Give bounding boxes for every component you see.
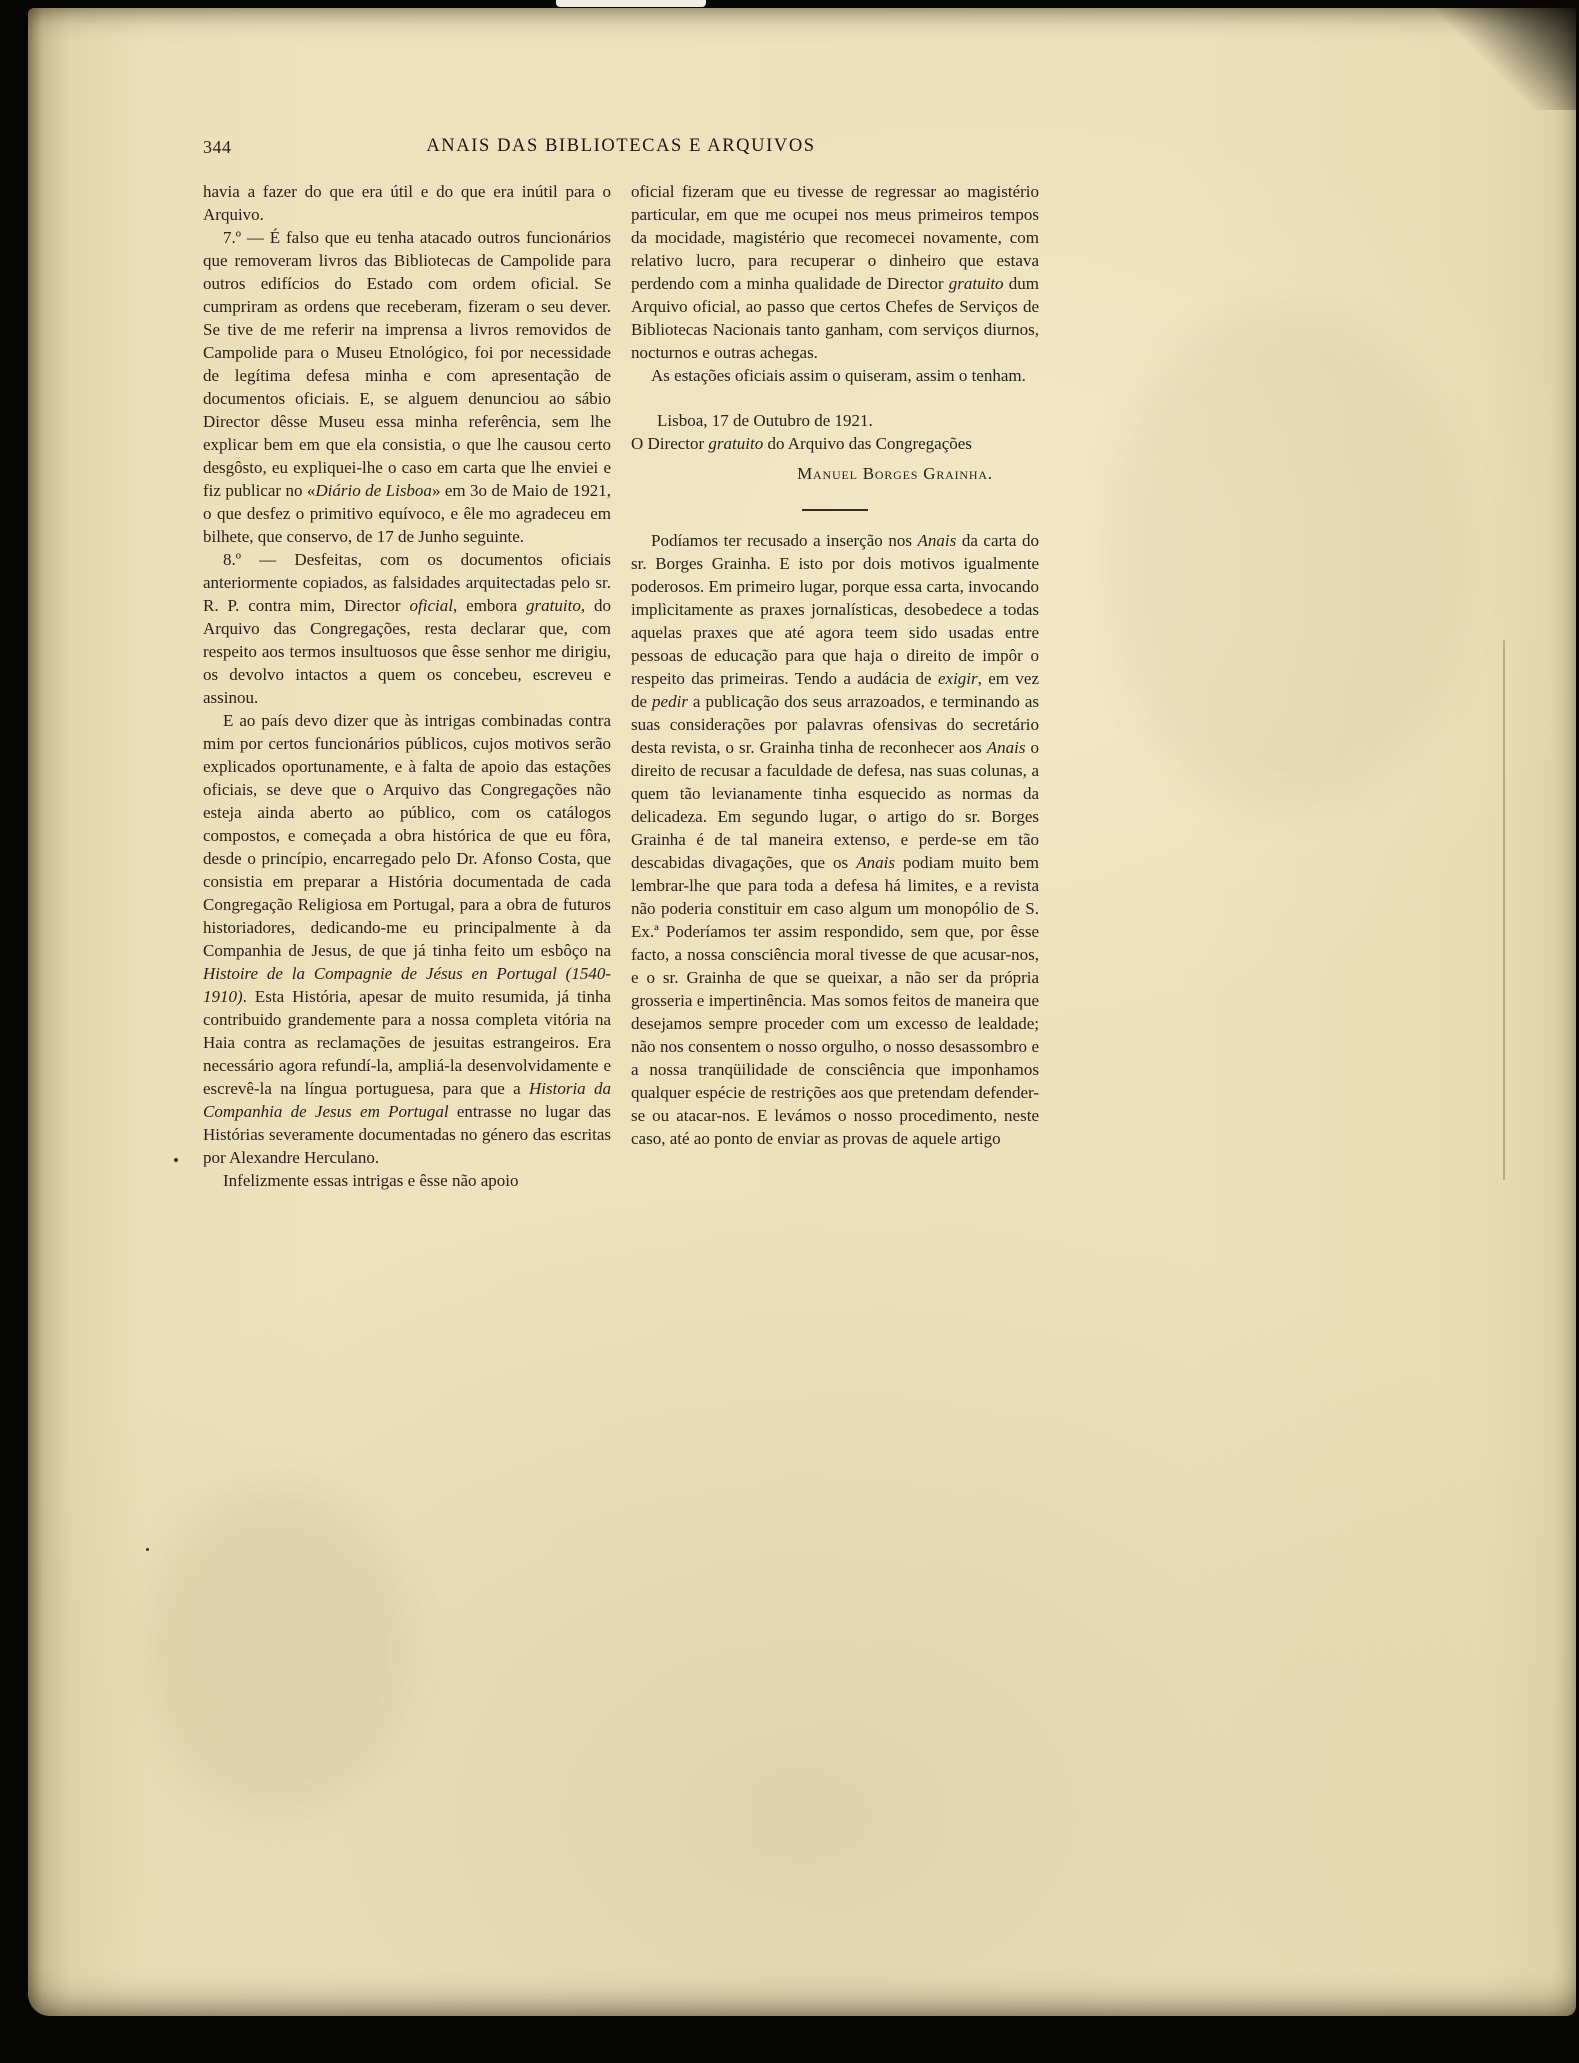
- section-divider: [802, 509, 868, 511]
- paragraph: O Director gratuito do Arquivo das Congregações: [631, 434, 972, 453]
- paragraph: 8.º — Desfeitas, com os documentos oficiais anteriormente copiados, as falsidades arquitectadas pelo sr. R. P. contra mim, Director oficial, embora gratuito, do Arquivo das Congregações, resta declarar que, com respeito aos termos insultuosos que êsse senhor me dirigiu, os devolvo intactos a quem os concebeu, escreveu e assinou.: [203, 550, 611, 707]
- paper-stain: [148, 1488, 408, 1808]
- right-column: [631, 180, 1039, 1192]
- scan-edge-artifact: [556, 0, 706, 7]
- running-head: [203, 134, 1039, 162]
- text-block: [203, 180, 1039, 1192]
- signature-name: Manuel Borges Grainha.: [797, 464, 993, 483]
- paragraph: Podíamos ter recusado a inserção nos Anais da carta do sr. Borges Grainha. E isto por dois motivos igualmente poderosos. Em primeiro lugar, porque essa carta, invocando implìcitamente as praxes jornalísticas, desobedece a todas aquelas praxes que até agora teem sido usadas entre pessoas de educação para que haja o direito de impôr o respeito das primeiras. Tendo a audácia de exigir, em vez de pedir a publicação dos seus arrazoados, e terminando as suas considerações por palavras ofensivas do secretário desta revista, o sr. Grainha tinha de reconhecer aos Anais o direito de recusar a faculdade de defesa, nas suas colunas, a quem tão levianamente tinha esquecido as normas da delicadeza. Em segundo lugar, o artigo do sr. Borges Grainha é de tal maneira extenso, e perde-se em tão descabidas divagações, que os Anais podiam muito bem lembrar-lhe que para toda a defesa há limites, e a revista não poderia constituir em caso algum um monopólio de S. Ex.ª Poderíamos ter assim respondido, sem que, por êsse facto, a nossa consciência moral tivesse de que acusar-nos, e o sr. Grainha de que se queixar, a não ser da própria grosseria e impertinência. Mas somos feitos de maneira que desejamos sempre proceder com um excesso de lealdade; não nos consentem o nosso orgulho, o nosso desassombro e a nossa tranqüilidade de consciência que imponhamos qualquer espécie de restrições aos que pretendam defender-se ou atacar-nos. E levámos o nosso procedimento, neste caso, até ao ponto de enviar as provas de aquele artigo: [631, 531, 1040, 1148]
- paragraph: havia a fazer do que era útil e do que era inútil para o Arquivo.: [203, 182, 611, 224]
- page-corner-shadow: [1429, 0, 1579, 110]
- ink-speck: [146, 1548, 149, 1551]
- paragraph: E ao país devo dizer que às intrigas combinadas contra mim por certos funcionários públicos, cujos motivos serão explicados oportunamente, e à falta de apoio das estações oficiais, se deve que o Arquivo das Congregações não esteja ainda aberto ao público, com os catálogos compostos, e começada a obra histórica de que eu fôra, desde o princípio, encarregado pelo Dr. Afonso Costa, que consistia em preparar a História documentada de cada Congregação Religiosa em Portugal, para a obra de futuros historiadores, dedicando-me eu principalmente à da Companhia de Jesus, de que já tinha feito um esbôço na Histoire de la Compagnie de Jésus en Portugal (1540-1910). Esta História, apesar de muito resumida, já tinha contribuido grandemente para a nossa completa vitória na Haia contra as reclamações de jesuitas estrangeiros. Era necessário agora refundí-la, ampliá-la desenvolvidamente e escrevê-la na língua portuguesa, para que a Historia da Companhia de Jesus em Portugal entrasse no lugar das Histórias severamente documentadas no género das escritas por Alexandre Herculano.: [203, 711, 611, 1167]
- date-line: Lisboa, 17 de Outubro de 1921.: [657, 411, 873, 430]
- paragraph: oficial fizeram que eu tivesse de regressar ao magistério particular, em que me ocupei nos meus primeiros tempos da mocidade, magistério que recomecei novamente, com relativo lucro, para recuperar o dinheiro que estava perdendo com a minha qualidade de Director gratuito dum Arquivo oficial, ao passo que certos Chefes de Serviços de Bibliotecas Nacionais tanto ganham, com serviços diurnos, nocturnos e outras achegas.: [631, 182, 1039, 362]
- book-page: [28, 8, 1576, 2016]
- paragraph: Infelizmente essas intrigas e êsse não apoio: [223, 1171, 519, 1190]
- left-column: [203, 180, 611, 1192]
- ink-speck: [174, 1158, 178, 1162]
- page-number: 344: [203, 137, 232, 157]
- paragraph: 7.º — É falso que eu tenha atacado outros funcionários que removeram livros das Bibliotecas de Campolide para outros edifícios do Estado com ordem oficial. Se cumpriram as ordens que receberam, fizeram o seu dever. Se tive de me referir na imprensa a livros removidos de Campolide para o Museu Etnológico, foi por necessidade de legítima defesa minha e com apresentação de documentos oficiais. E, se alguem denunciou ao sábio Director dêsse Museu essa minha referência, sem lhe explicar bem em que ela consistia, o que lhe causou certo desgôsto, eu expliquei-lhe o caso em carta que lhe enviei e fiz publicar no «Diário de Lisboa» em 3o de Maio de 1921, o que desfez o primitivo equívoco, e êle mo agradeceu em bilhete, que conservo, de 17 de Junho seguinte.: [203, 228, 611, 546]
- paper-stain: [1108, 308, 1468, 808]
- page-edge-line: [1503, 640, 1505, 1180]
- paragraph: As estações oficiais assim o quiseram, assim o tenham.: [651, 366, 1026, 385]
- journal-title: ANAIS DAS BIBLIOTECAS E ARQUIVOS: [426, 136, 816, 156]
